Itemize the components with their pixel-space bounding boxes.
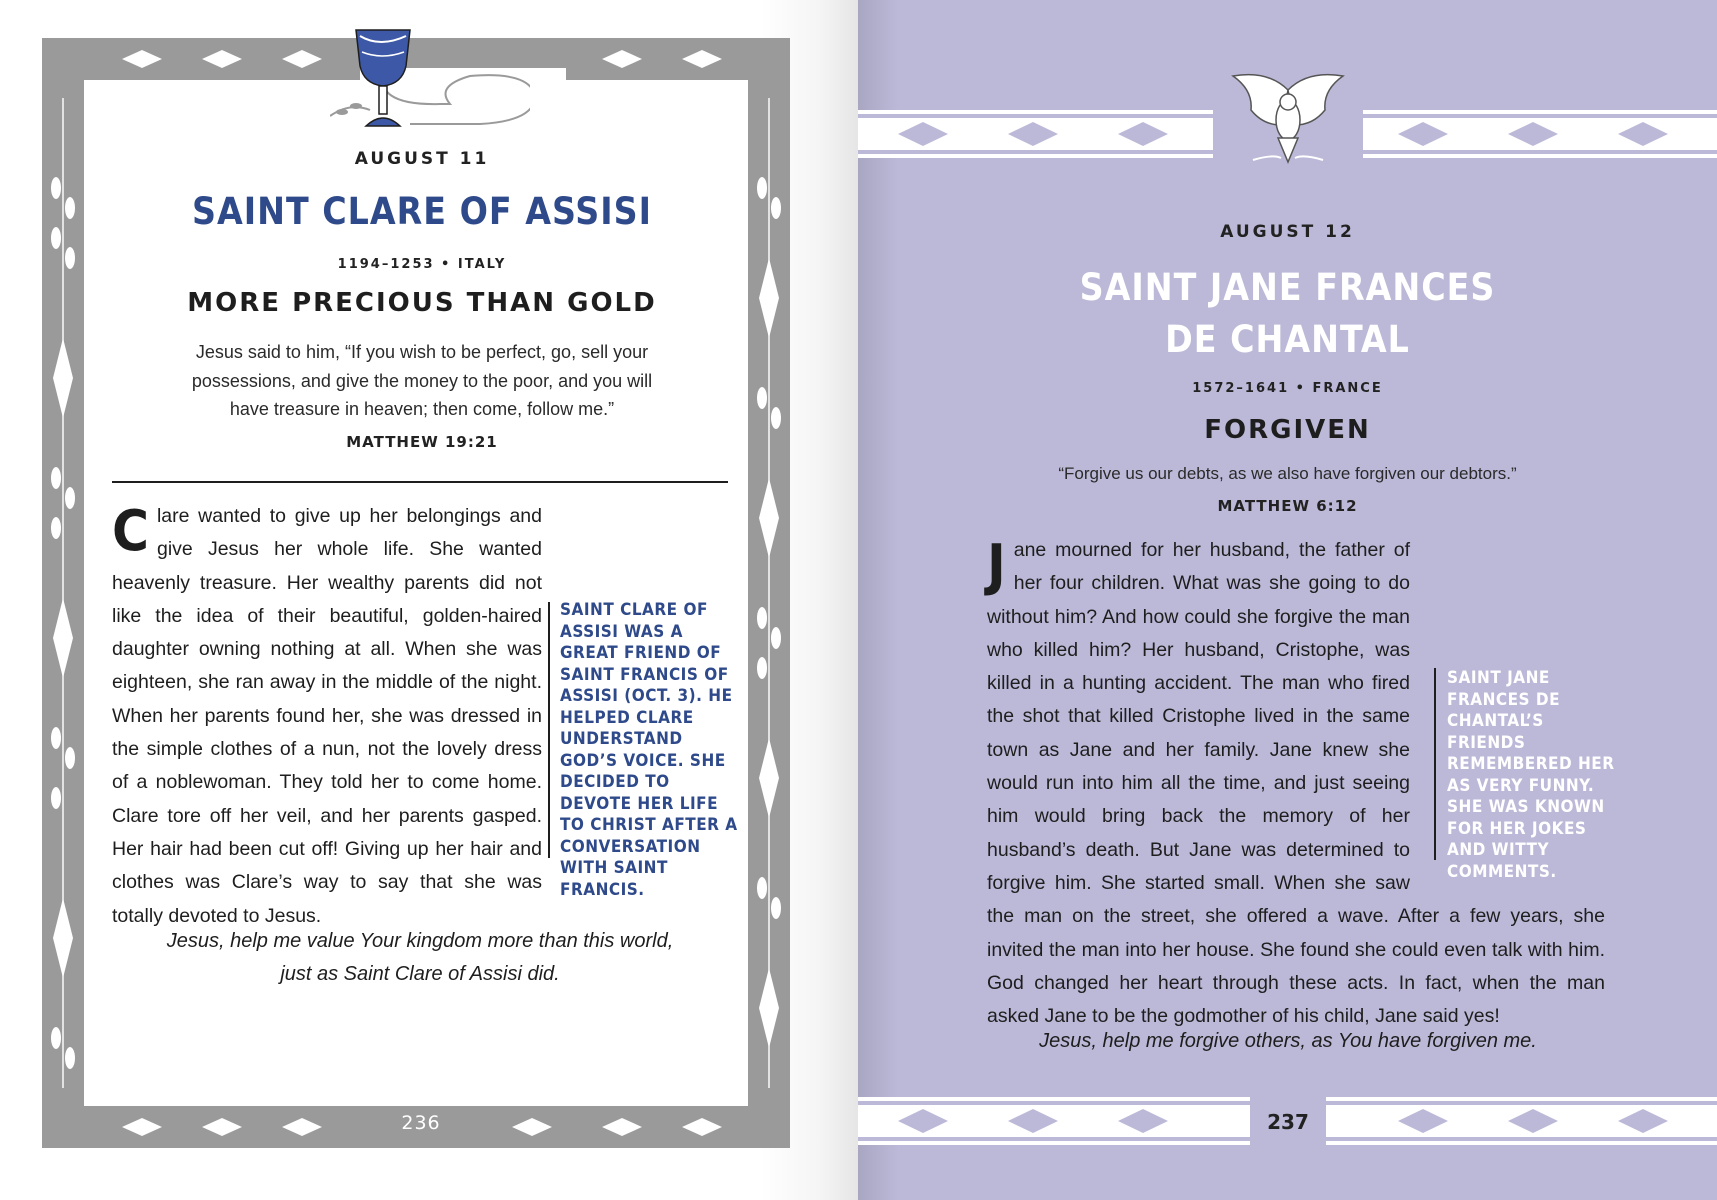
saint-name-title (858, 262, 1717, 366)
saint-name-title: SAINT CLARE OF ASSISI (191, 190, 652, 233)
page-number: 237 (1267, 1110, 1309, 1134)
story-text: ane mourned for her husband, the father of her four children. What was she going to do without him? And how could she forgive the man who killed him? Her husband, Cristophe, was killed in a hunting accident. The man who fired the shot that killed Cristophe lived in the same town as Jane and her family. Jane knew she would run into him all the time, and just seeing him would bring back the memory of her husband’s death. But Jane was determined to forgive him. She started small. When she saw the man on the street, she offered a wave. After a few years, she invited the man into her house. She found she could even talk with him. God changed her heart through these acts. In fact, when the man asked Jane to be the godmother of his child, Jane said yes! (987, 539, 1605, 1028)
scripture-quote: Jesus said to him, “If you wish to be perfect, go, sell your possessions, and give the money to the poor, and you will have treasure in heaven; then come, follow me.” (191, 342, 653, 419)
years-and-country: 1194–1253 • ITALY (337, 257, 507, 272)
story-text: lare wanted to give up her belongings and give Jesus her whole life. She wanted heavenly treasure. Her wealthy parents did not like the idea of their beautiful, golden-haired daughter owning nothing at all. When she was eighteen, she ran away in the middle of the night. When her parents found her, she was dressed in the simple clothes of a nun, not the lovely dress of a noblewoman. They told her to come home. Clare tore off her veil, and her parents gasped. Her hair had been cut off! Giving up her hair and clothes was Clare’s way to say that she was totally devoted to Jesus. (112, 505, 542, 927)
saint-name-title-line2: DE CHANTAL (1165, 318, 1410, 361)
left-page (0, 0, 858, 1200)
chalice-and-bread-icon (330, 26, 530, 136)
drop-cap: C (112, 499, 149, 564)
sidebar-rule (548, 602, 550, 858)
right-page (858, 0, 1717, 1200)
years-and-country: 1572–1641 • FRANCE (1192, 381, 1383, 396)
dove-icon (1223, 70, 1353, 180)
gutter-shadow (858, 0, 898, 1200)
devotion-heading: MORE PRECIOUS THAN GOLD (187, 288, 657, 318)
sidebar-rule (1434, 668, 1436, 860)
scripture-reference: MATTHEW 19:21 (346, 433, 498, 451)
entry-date: AUGUST 12 (1220, 222, 1355, 242)
divider-line (112, 481, 728, 483)
fun-fact-sidebar: SAINT JANE FRANCES DE CHANTAL’S FRIENDS REMEMBERED HER AS VERY FUNNY. SHE WAS KNOWN FOR HER JOKES AND WITTY COMMENTS. (1447, 668, 1615, 882)
page-number: 236 (401, 1112, 441, 1134)
fun-fact-sidebar: SAINT CLARE OF ASSISI WAS A GREAT FRIEND OF SAINT FRANCIS OF ASSISI (OCT. 3). HE HELPED CLARE UNDERSTAND GOD’S VOICE. SHE DECIDED TO DEVOTE HER LIFE TO CHRIST AFTER A CONVERSATION WITH SAINT FRANCIS. (560, 600, 738, 900)
drop-cap: J (987, 533, 1006, 598)
devotion-heading: FORGIVEN (1204, 415, 1371, 445)
closing-prayer: Jesus, help me forgive others, as You have forgiven me. (1039, 1030, 1537, 1052)
scripture-quote: “Forgive us our debts, as we also have forgiven our debtors.” (1058, 464, 1517, 483)
closing-prayer: Jesus, help me value Your kingdom more than this world, just as Saint Clare of Assisi did. (166, 930, 674, 985)
saint-name-title-line1: SAINT JANE FRANCES (1079, 266, 1496, 309)
entry-date: AUGUST 11 (354, 149, 490, 169)
scripture-reference: MATTHEW 6:12 (1217, 497, 1358, 515)
